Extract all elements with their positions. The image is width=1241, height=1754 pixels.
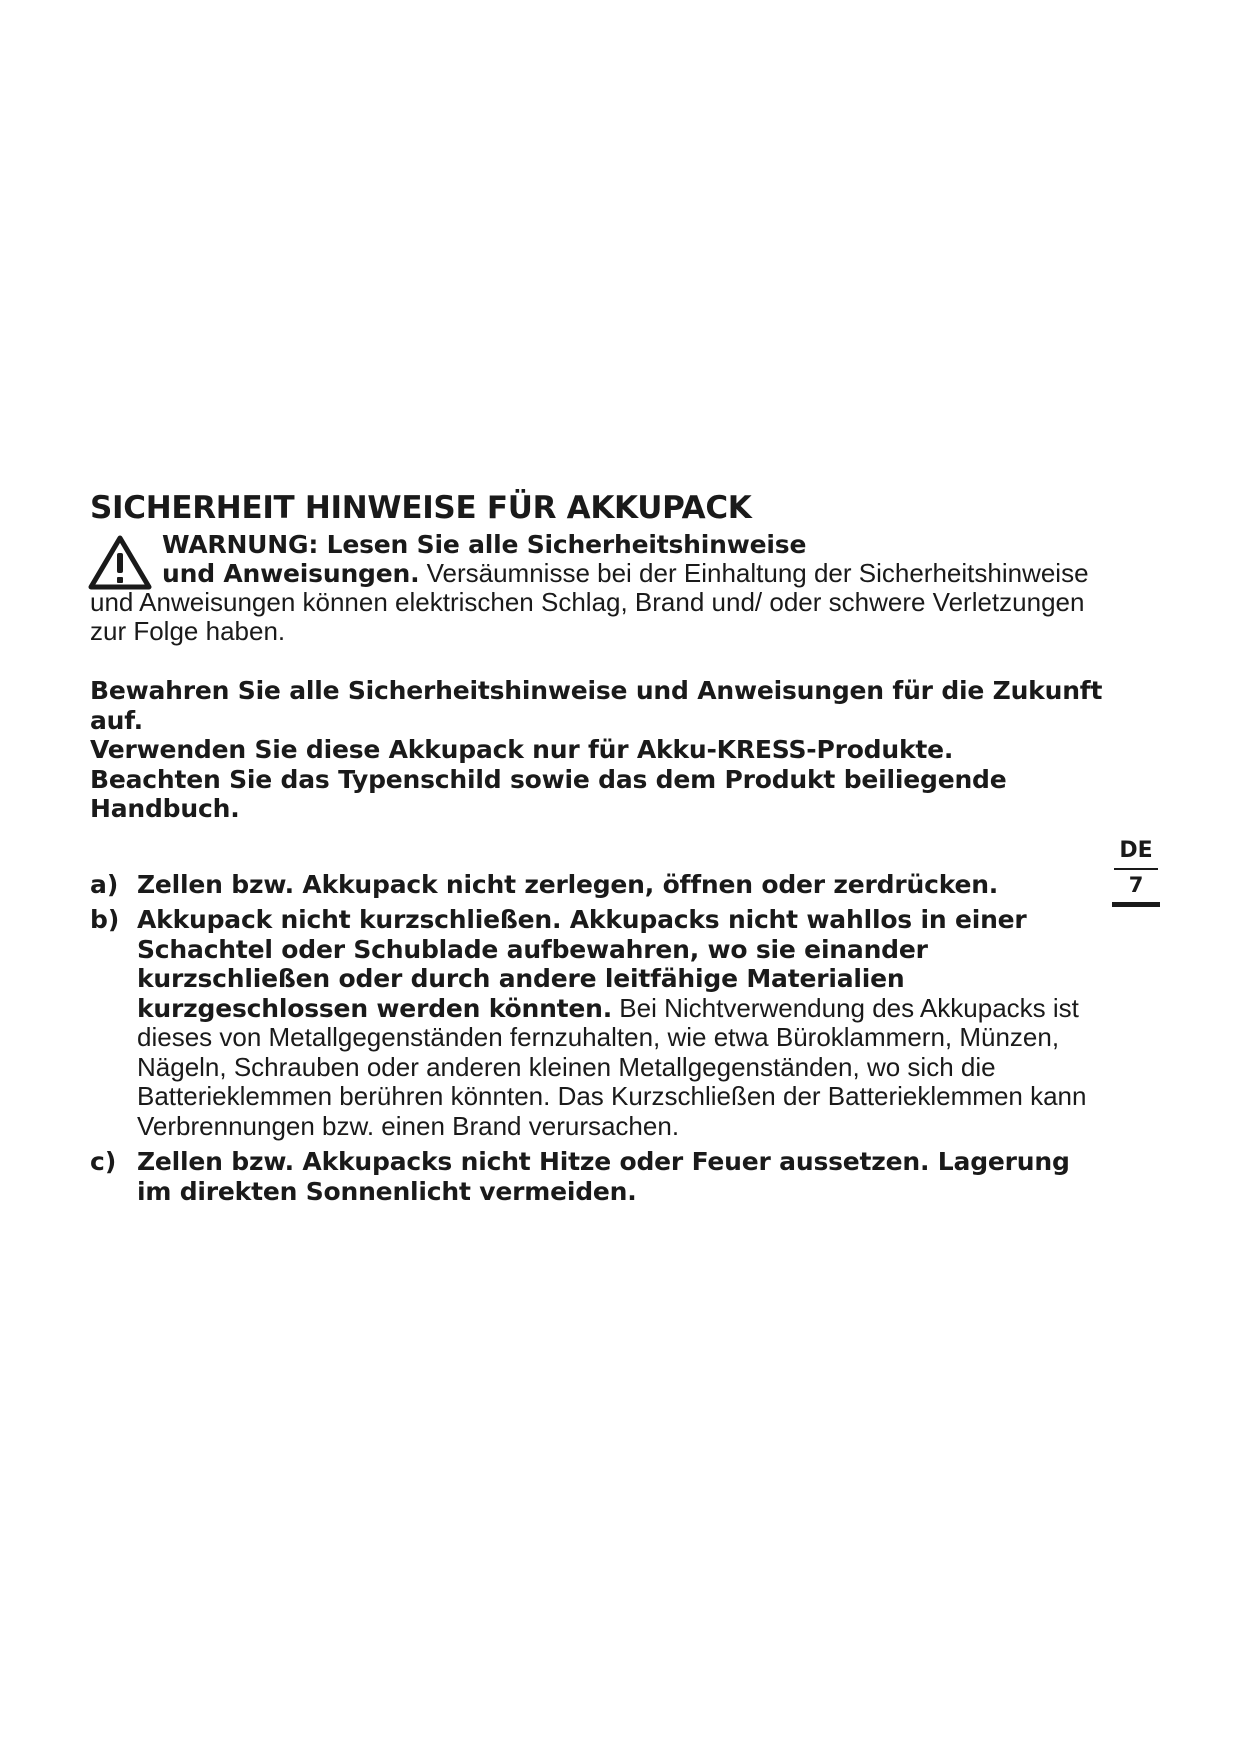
warning-triangle-icon — [87, 534, 153, 592]
list-item-bold-text: Zellen bzw. Akkupacks nicht Hitze oder Feuer aussetzen. Lagerung im direkten Sonnenlicht vermeiden. — [137, 1147, 1070, 1206]
notice-keep: Bewahren Sie alle Sicherheitshinweise und Anweisungen für die Zukunft auf. — [90, 676, 1103, 735]
page-tab — [1112, 838, 1160, 907]
list-item-bold-text: Zellen bzw. Akkupack nicht zerlegen, öffnen oder zerdrücken. — [137, 869, 999, 899]
list-marker: b) — [90, 905, 120, 934]
page-tab-divider — [1114, 868, 1158, 870]
list-item-bold-text: Akkupack nicht kurzschließen. Akkupacks nicht wahllos in einer Schachtel oder Schublade aufbewahren, wo sie einander kurzschließen oder durch andere leitfähige Materialien kurzgeschlossen werden könnten. — [137, 905, 1027, 1023]
section-heading: SICHERHEIT HINWEISE FÜR AKKUPACK — [90, 490, 752, 526]
warning-title-line — [90, 530, 1110, 559]
list-item-a — [90, 870, 1110, 900]
notice-use: Verwenden Sie diese Akkupack nur für Akku-KRESS-Produkte. — [90, 735, 954, 764]
page-tab-underline — [1112, 902, 1160, 907]
page-number: 7 — [1128, 873, 1144, 897]
language-code: DE — [1119, 838, 1153, 863]
list-marker: c) — [90, 1147, 117, 1176]
list-marker: a) — [90, 869, 119, 899]
list-item-b — [90, 905, 1110, 1141]
warning-text: Versäumnisse bei der Einhaltung der Sicherheitshinweise und Anweisungen können elektrischen Schlag, Brand und/ oder schwere Verletzungen zur Folge haben. — [90, 558, 1089, 646]
notice-block — [90, 676, 1110, 824]
list-item-c — [90, 1147, 1110, 1206]
warning-block — [90, 530, 1110, 646]
warning-title-cont: und Anweisungen. — [162, 559, 420, 588]
warning-title: WARNUNG: Lesen Sie alle Sicherheitshinweise — [162, 530, 807, 559]
warning-text-paragraph — [90, 559, 1110, 646]
list-item-text: Bei Nichtverwendung des Akkupacks ist dieses von Metallgegenständen fernzuhalten, wie etwa Büroklammern, Münzen, Nägeln, Schrauben oder anderen kleinen Metallgegenständen, wo sich die Batterieklemmen berühren könnten. Das Kurzschließen der Batterieklemmen kann Verbrennungen bzw. einen Brand verursachen. — [137, 992, 1087, 1141]
notice-observe: Beachten Sie das Typenschild sowie das dem Produkt beiliegende Handbuch. — [90, 764, 1007, 823]
safety-list — [90, 870, 1110, 1207]
document-body — [90, 488, 1110, 1212]
